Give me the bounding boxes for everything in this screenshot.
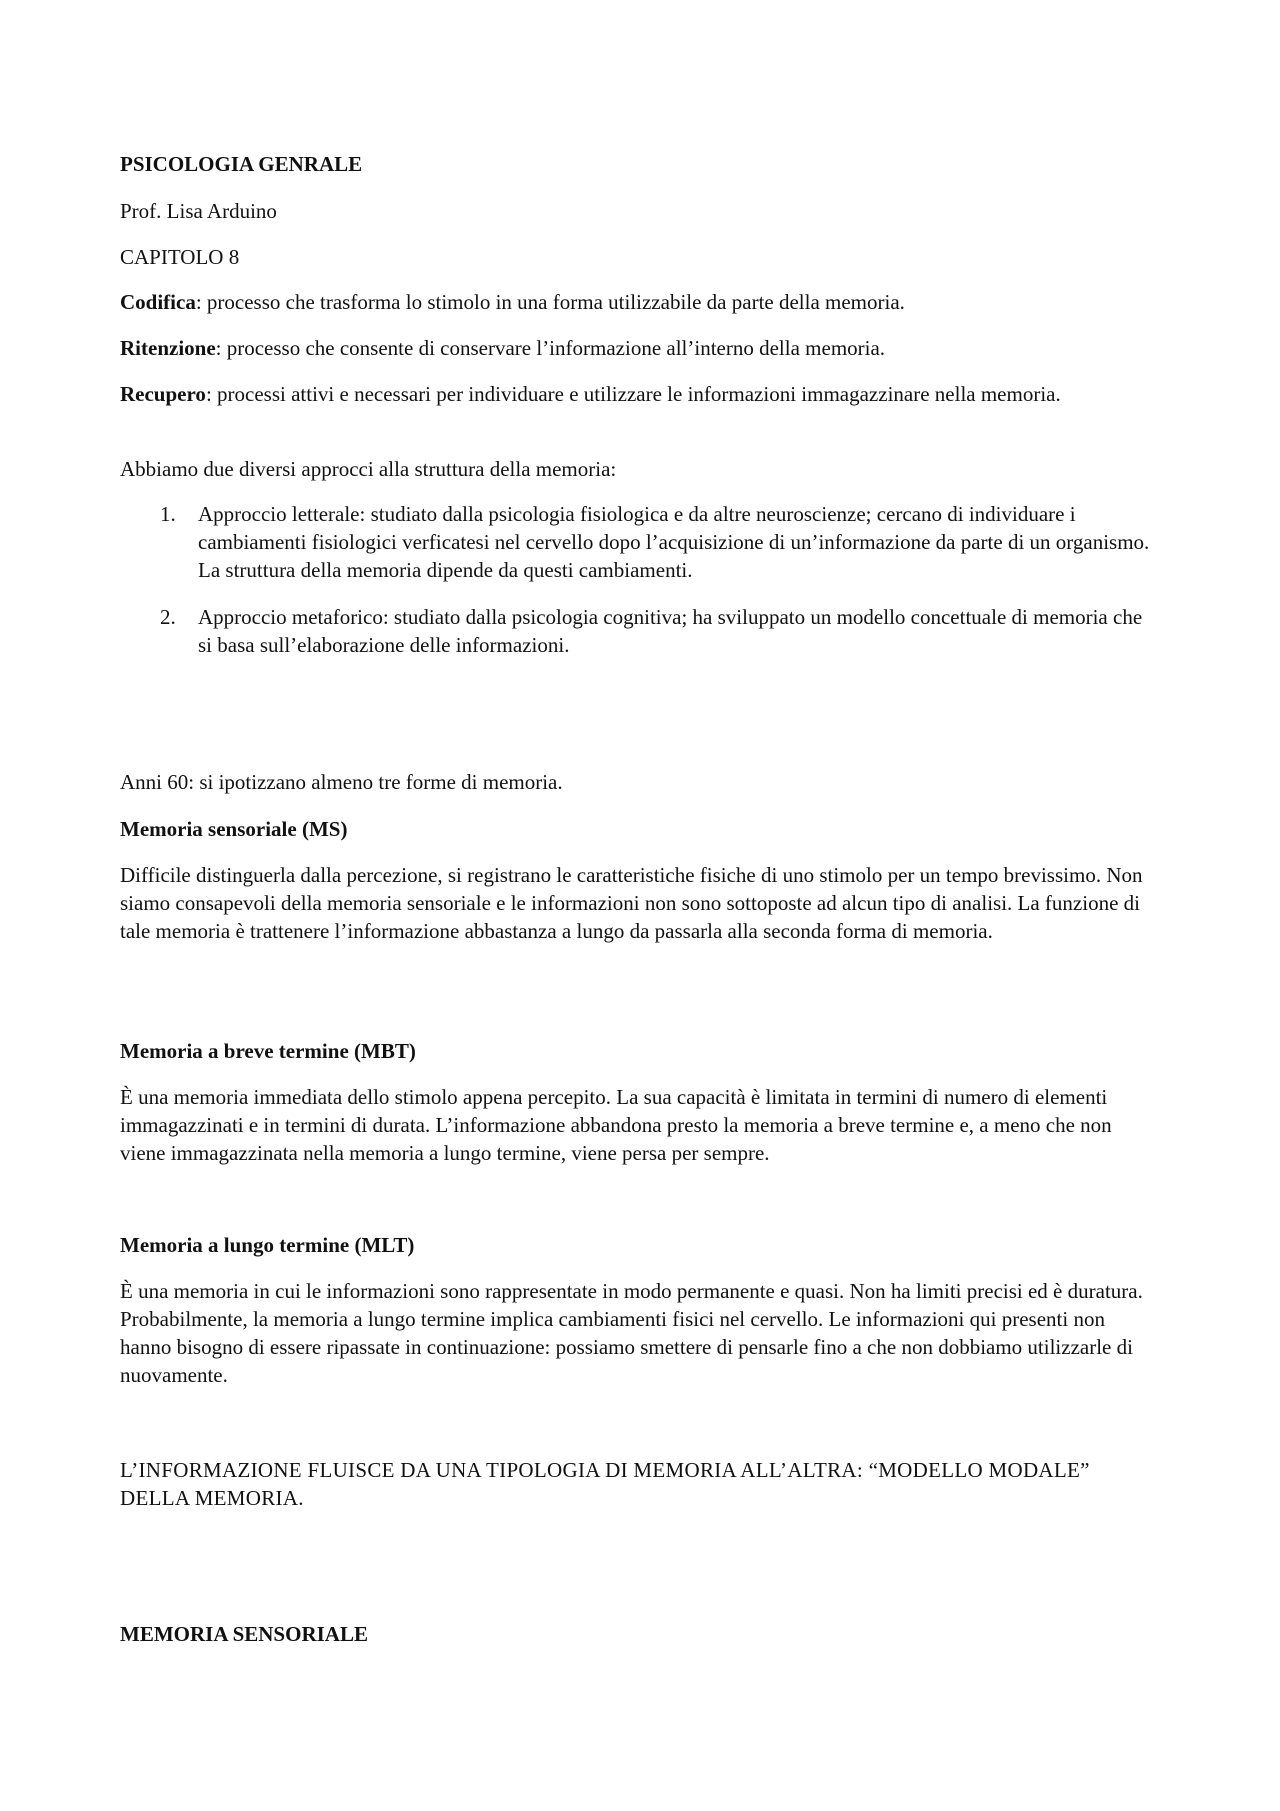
definition-term: Ritenzione <box>120 336 216 360</box>
section-heading: Memoria a lungo termine (MLT) <box>120 1233 415 1257</box>
list-number: 2. <box>160 605 176 629</box>
approaches-intro: Abbiamo due diversi approcci alla struttura della memoria: <box>120 457 617 481</box>
list-item <box>120 603 1160 663</box>
list-item-text: Approccio letterale: studiato dalla psicologia fisiologica e da altre neuroscienze; cercano di individuare i cambiamenti fisiologici verficatesi nel cervello dopo l’acquisizione di un’informazione da parte di un organismo. La struttura della memoria dipende da questi cambiamenti. <box>198 502 1150 582</box>
section-body: È una memoria in cui le informazioni sono rappresentate in modo permanente e quasi. Non ha limiti precisi ed è duratura. Probabilmente, la memoria a lungo termine implica cambiamenti fisici nel cervello. Le informazioni qui presenti non hanno bisogno di essere ripassate in continuazione: possiamo smettere di pensarle fino a che non dobbiamo utilizzarle di nuovamente. <box>120 1279 1143 1387</box>
document-title: PSICOLOGIA GENRALE <box>120 152 363 176</box>
definition-ritenzione <box>120 334 1160 362</box>
professor-name: Prof. Lisa Arduino <box>120 199 277 223</box>
definition-codifica <box>120 288 1160 316</box>
section-heading: Memoria a breve termine (MBT) <box>120 1039 416 1063</box>
definition-text: : processo che consente di conservare l’informazione all’interno della memoria. <box>215 336 886 360</box>
section-body: È una memoria immediata dello stimolo appena percepito. La sua capacità è limitata in termini di numero di elementi immagazzinati e in termini di durata. L’informazione abbandona presto la memoria a breve termine e, a meno che non viene immagazzinata nella memoria a lungo termine, viene persa per sempre. <box>120 1085 1112 1165</box>
definition-text: : processi attivi e necessari per individuare e utilizzare le informazioni immagazzinare nella memoria. <box>205 382 1061 406</box>
definition-recupero <box>120 380 1160 408</box>
chapter-label: CAPITOLO 8 <box>120 245 240 269</box>
list-item <box>120 500 1160 590</box>
next-section-heading: MEMORIA SENSORIALE <box>120 1622 368 1646</box>
definition-text: : processo che trasforma lo stimolo in una forma utilizzabile da parte della memoria. <box>195 290 905 314</box>
section-heading: Memoria sensoriale (MS) <box>120 817 348 841</box>
sixties-paragraph: Anni 60: si ipotizzano almeno tre forme di memoria. <box>120 770 563 794</box>
modal-model-statement: L’INFORMAZIONE FLUISCE DA UNA TIPOLOGIA DI MEMORIA ALL’ALTRA: “MODELLO MODALE” DELLA MEMORIA. <box>120 1458 1090 1510</box>
definition-term: Codifica <box>120 290 196 314</box>
list-item-text: Approccio metaforico: studiato dalla psicologia cognitiva; ha sviluppato un modello concettuale di memoria che si basa sull’elaborazione delle informazioni. <box>198 605 1143 657</box>
definition-term: Recupero <box>120 382 206 406</box>
section-body: Difficile distinguerla dalla percezione, si registrano le caratteristiche fisiche di uno stimolo per un tempo brevissimo. Non siamo consapevoli della memoria sensoriale e le informazioni non sono sottoposte ad alcun tipo di analisi. La funzione di tale memoria è trattenere l’informazione abbastanza a lungo da passarla alla seconda forma di memoria. <box>120 863 1143 943</box>
list-number: 1. <box>160 502 176 526</box>
